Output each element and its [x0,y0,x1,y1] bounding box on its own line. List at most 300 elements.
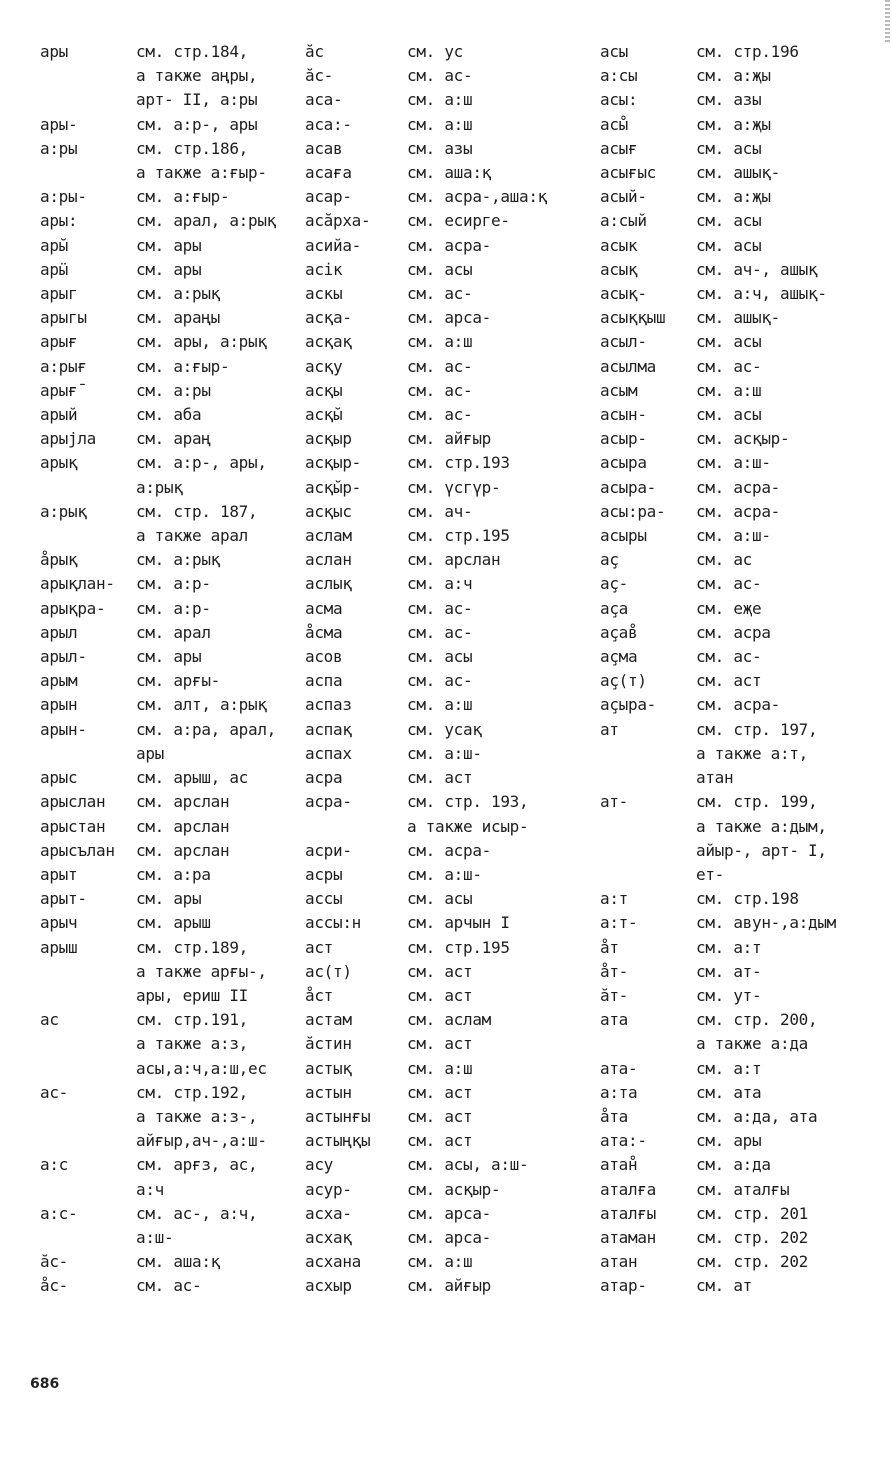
dictionary-entry [600,548,855,572]
definition-line: см. ас- [407,380,473,400]
dictionary-entry [305,1178,585,1202]
definition [136,209,290,233]
dictionary-entry [305,839,585,863]
headword: асқ̆ыр- [305,477,361,497]
definition-line: см. а:ра [136,864,211,884]
dictionary-entry [600,451,855,475]
definition-line: см. асы [407,647,473,667]
headword: арыл [40,622,78,642]
headword: асра [305,768,343,788]
definition [696,1057,855,1081]
dictionary-entry [600,1129,855,1153]
dictionary-entry [40,766,290,790]
dictionary-entry [600,1178,855,1202]
dictionary-entry [600,234,855,258]
dictionary-entry [305,1153,585,1177]
definition [136,403,290,427]
dictionary-entry [40,1202,290,1250]
page-number: 686 [30,1376,60,1392]
headword: асха- [305,1203,352,1223]
dictionary-entry [305,887,585,911]
dictionary-entry [305,1057,585,1081]
headword: асыр- [600,429,647,449]
definition [407,403,585,427]
headword: астын [305,1082,352,1102]
definition [696,355,855,379]
definition-line: см. ат [696,1276,752,1296]
headword: асығыс [600,163,656,183]
definition-line: см. стр.191, [136,1010,248,1030]
definition-line: айғыр,ач-,а:ш- [136,1131,267,1151]
definition-line: см. асы [407,889,473,909]
definition-line: см. есирге- [407,211,510,231]
headword: а̊та [600,1106,628,1126]
definition [696,330,855,354]
dictionary-entry [40,113,290,137]
dictionary-entry [305,1202,585,1226]
headword: аҫма [600,647,638,667]
definition-line: см. ас- [407,66,473,86]
dictionary-entry [40,815,290,839]
definition [136,718,290,766]
headword: астынғы [305,1106,371,1126]
headword: аҫав̊ [600,622,638,642]
definition-line: см. стр.189, [136,937,248,957]
definition-line: см. ач-, ашық [696,259,818,279]
dictionary-entry [305,572,585,596]
dictionary-entry [305,645,585,669]
definition-line: см. стр. 202 [696,1227,808,1247]
headword: арысълан [40,840,115,860]
headword: асқа- [305,308,352,328]
headword: аст [305,937,333,957]
headword: асы: [600,90,638,110]
definition [407,1105,585,1129]
dictionary-entry [305,718,585,742]
dictionary-entry [600,330,855,354]
definition-line: см. ас- [136,1276,202,1296]
definition-line: см. ары [136,889,202,909]
definition [696,1008,855,1056]
definition [696,1226,855,1250]
definition [696,621,855,645]
headword: арыс [40,768,78,788]
definition [696,161,855,185]
dictionary-entry [600,88,855,112]
dictionary-entry [305,960,585,984]
headword: асыл- [600,332,647,352]
dictionary-entry [600,572,855,596]
definition-line: см. асы [696,211,762,231]
definition-line: см. а:р-, ары [136,114,258,134]
dictionary-entry [600,40,855,64]
dictionary-entry [600,379,855,403]
definition-line: см. стр.186, [136,138,248,158]
definition-line: а также а:дым, [696,816,827,836]
definition-line: см. аталғы [696,1179,790,1199]
dictionary-entry [305,1032,585,1056]
definition-line: см. ач- [407,501,473,521]
definition [696,258,855,282]
definition-line: см. а:ш- [696,453,771,473]
definition-line: см. а:җы [696,66,771,86]
definition-line: ары [136,743,164,763]
dictionary-entry [600,476,855,500]
definition [136,1274,290,1298]
definition [696,1081,855,1105]
definition-line: см. а:ш [407,1252,473,1272]
definition [136,306,290,330]
definition [696,984,855,1008]
definition-line: см. стр. 200, [696,1010,818,1030]
definition [696,1129,855,1153]
headword: аслық [305,574,352,594]
headword: ата- [600,1058,638,1078]
definition [696,597,855,621]
definition-line: см. алт, а:рық [136,695,267,715]
headword: ӑс- [40,1252,68,1272]
headword: ас- [40,1082,68,1102]
definition-line: см. арса- [407,1227,491,1247]
definition [136,258,290,282]
definition [696,113,855,137]
headword: асыққыш [600,308,666,328]
definition-line: см. стр.193 [407,453,510,473]
definition-line: см. стр.198 [696,889,799,909]
definition [696,693,855,717]
definition-line: см. араңы [136,308,220,328]
headword: арын- [40,719,87,739]
headword: арыл- [40,647,87,667]
definition-line: см. ары [696,1131,762,1151]
dictionary-entry [305,1129,585,1153]
definition-line: см. арса- [407,308,491,328]
headword: арық [40,453,78,473]
dictionary-entry [600,258,855,282]
dictionary-entry [305,40,585,64]
definition-line: а также а:ғыр- [136,163,267,183]
headword: ассы [305,889,343,909]
dictionary-entry [600,1226,855,1250]
definition [696,1202,855,1226]
dictionary-entry [40,355,290,379]
dictionary-entry [600,64,855,88]
definition [407,1274,585,1298]
definition [136,911,290,935]
headword: а:сый [600,211,647,231]
dictionary-entry [305,669,585,693]
definition [407,887,585,911]
dictionary-entry [600,209,855,233]
headword: асығ [600,138,638,158]
definition-line: асы,а:ч,а:ш,ес [136,1058,267,1078]
headword: аспах [305,743,352,763]
definition-line: см. арчын I [407,913,510,933]
dictionary-entry [305,330,585,354]
definition-line: см. ашық- [696,308,780,328]
definition [407,790,585,838]
definition [407,137,585,161]
dictionary-entry [600,887,855,911]
definition-line: см. аша:қ [136,1252,220,1272]
definition [696,645,855,669]
headword: а:сы [600,66,638,86]
headword: арығ̄ [40,380,78,400]
dictionary-entry [40,597,290,621]
definition [136,355,290,379]
dictionary-entry [600,597,855,621]
definition-line: см. еҗе [696,598,762,618]
definition-line: см. а:да [696,1155,771,1175]
dictionary-entry [600,645,855,669]
headword: а:та [600,1082,638,1102]
dictionary-entry [40,669,290,693]
dictionary-entry [305,911,585,935]
definition-line: см. азы [696,90,762,110]
definition-line: см. а:ч [407,574,473,594]
dictionary-entry [305,1081,585,1105]
definition [136,887,290,911]
definition [407,40,585,64]
definition-line: см. араң [136,429,211,449]
dictionary-entry [40,1081,290,1154]
dictionary-entry [40,887,290,911]
definition-line: см. арал [136,622,211,642]
definition-line: см. ас- [407,671,473,691]
definition [136,40,290,113]
dictionary-entry [600,185,855,209]
definition [407,1057,585,1081]
definition [407,693,585,717]
headword: аса:- [305,114,352,134]
definition-line: см. а:р- [136,598,211,618]
dictionary-entry [40,718,290,766]
headword: ата [600,1010,628,1030]
definition [407,1153,585,1177]
dictionary-entry [600,161,855,185]
dictionary-entry [40,258,290,282]
dictionary-entry [305,597,585,621]
definition-line: см. асы [696,332,762,352]
definition [407,911,585,935]
headword: аҫ- [600,574,628,594]
headword: ары- [40,114,78,134]
definition-line: см. асра- [696,501,780,521]
dictionary-entry [40,451,290,499]
headword: асийа- [305,235,361,255]
definition-line: см. ас- [407,356,473,376]
definition-line: см. аст [407,1034,473,1054]
dictionary-entry [40,330,290,354]
dictionary-entry [40,911,290,935]
headword: асқыс [305,501,352,521]
definition [136,693,290,717]
dictionary-entry [40,379,290,403]
definition [696,790,855,887]
definition [407,1008,585,1032]
definition [696,887,855,911]
definition [696,911,855,935]
definition [136,621,290,645]
definition [696,40,855,64]
definition-line: см. стр. 193, [407,792,529,812]
dictionary-entry [600,500,855,524]
dictionary-entry [305,790,585,838]
headword: аспаз [305,695,352,715]
headword: арын [40,695,78,715]
headword: а̊т- [600,961,628,981]
headword: аслам [305,526,352,546]
definition-line: см. арслан [136,792,230,812]
definition [696,403,855,427]
headword: атан̊ [600,1155,638,1175]
definition-line: см. асы, а:ш- [407,1155,529,1175]
definition-line: айыр-, арт- I, [696,840,827,860]
dictionary-entry [40,621,290,645]
definition-line: см. ас- [696,356,762,376]
definition [407,330,585,354]
definition [407,766,585,790]
definition [136,1153,290,1201]
headword: асы:ра- [600,501,666,521]
dictionary-entry [600,282,855,306]
dictionary-entry [40,1250,290,1274]
headword: асма [305,598,343,618]
dictionary-entry [305,500,585,524]
dictionary-entry [305,524,585,548]
dictionary-entry [305,403,585,427]
headword: асу [305,1155,333,1175]
definition-line: см. а:ш- [407,864,482,884]
headword: арыгы [40,308,87,328]
dictionary-entry [40,1274,290,1298]
definition [696,936,855,960]
dictionary-entry [40,863,290,887]
headword: асқы̆ [305,405,343,425]
dictionary-entry [40,1153,290,1201]
definition [136,597,290,621]
definition [696,669,855,693]
headword: асылма [600,356,656,376]
definition [696,1105,855,1129]
headword: асы [600,42,628,61]
dictionary-entry [40,209,290,233]
dictionary-entry [600,137,855,161]
definition-line: см. а:рық [136,284,220,304]
definition [696,548,855,572]
dictionary-entry [305,355,585,379]
headword: ат- [600,792,628,812]
definition-line: см. асра- [407,235,491,255]
definition [136,839,290,863]
headword: астық [305,1058,352,1078]
definition [136,669,290,693]
definition [696,1178,855,1202]
dictionary-entry [305,379,585,403]
headword: арӹ [40,259,68,279]
definition-line: см. ас- [407,622,473,642]
definition [136,815,290,839]
definition [407,1081,585,1105]
definition-line: см. арса- [407,1203,491,1223]
definition [696,1274,855,1298]
definition-line: см. а:т [696,937,762,957]
definition [136,1008,290,1081]
definition-line: см. ары, а:рық [136,332,267,352]
definition-line: см. аша:қ [407,163,491,183]
definition-line: см. аст [696,671,762,691]
definition [407,863,585,887]
dictionary-entry [600,1274,855,1298]
dictionary-entry [40,548,290,572]
dictionary-entry [600,1105,855,1129]
headword: асыра- [600,477,656,497]
dictionary-entry [305,427,585,451]
definition-line: см. а:ч, ашық- [696,284,827,304]
definition [136,1081,290,1154]
definition-line: см. а:т [696,1058,762,1078]
definition [407,209,585,233]
definition-line: см. асра- [696,695,780,715]
definition-line: см. арслан [136,816,230,836]
definition-line: см. а:ш [407,1058,473,1078]
definition-line: а также а:з, [136,1034,248,1054]
definition-line: см. арал, а:рық [136,211,276,231]
definition-line: а:ш- [136,1227,174,1247]
definition-line: атан [696,768,734,788]
definition-line: см. ары [136,235,202,255]
headword: ата:- [600,1131,647,1151]
definition [136,863,290,887]
definition-line: см. а:ш [407,695,473,715]
dictionary-entry [40,936,290,1009]
definition-line: см. ары [136,259,202,279]
definition [136,572,290,596]
definition-line: а также исыр- [407,816,529,836]
dictionary-entry [305,258,585,282]
headword: а̊рық [40,550,78,570]
headword: асхақ [305,1227,352,1247]
definition [136,1250,290,1274]
dictionary-entry [305,863,585,887]
dictionary-entry [600,693,855,717]
definition [407,258,585,282]
headword: асқыр [305,429,352,449]
definition [407,548,585,572]
headword: ӑс [305,42,324,61]
definition-line: см. аст [407,1082,473,1102]
headword: а:т- [600,913,638,933]
headword: аҫыра- [600,695,656,715]
definition [407,742,585,766]
definition-line: см. асы [696,235,762,255]
definition [696,1153,855,1177]
headword: асқақ [305,332,352,352]
definition-line: см. стр.195 [407,526,510,546]
headword: а̊ст [305,985,333,1005]
headword: асыра [600,453,647,473]
definition-line: см. аслам [407,1010,491,1030]
definition-line: см. арслан [136,840,230,860]
dictionary-entry [305,742,585,766]
headword: арығ [40,332,78,352]
dictionary-entry [305,984,585,1008]
headword: аслан [305,550,352,570]
definition [696,306,855,330]
definition-line: см. стр.196 [696,42,799,61]
headword: асав [305,138,343,158]
definition [136,1202,290,1250]
